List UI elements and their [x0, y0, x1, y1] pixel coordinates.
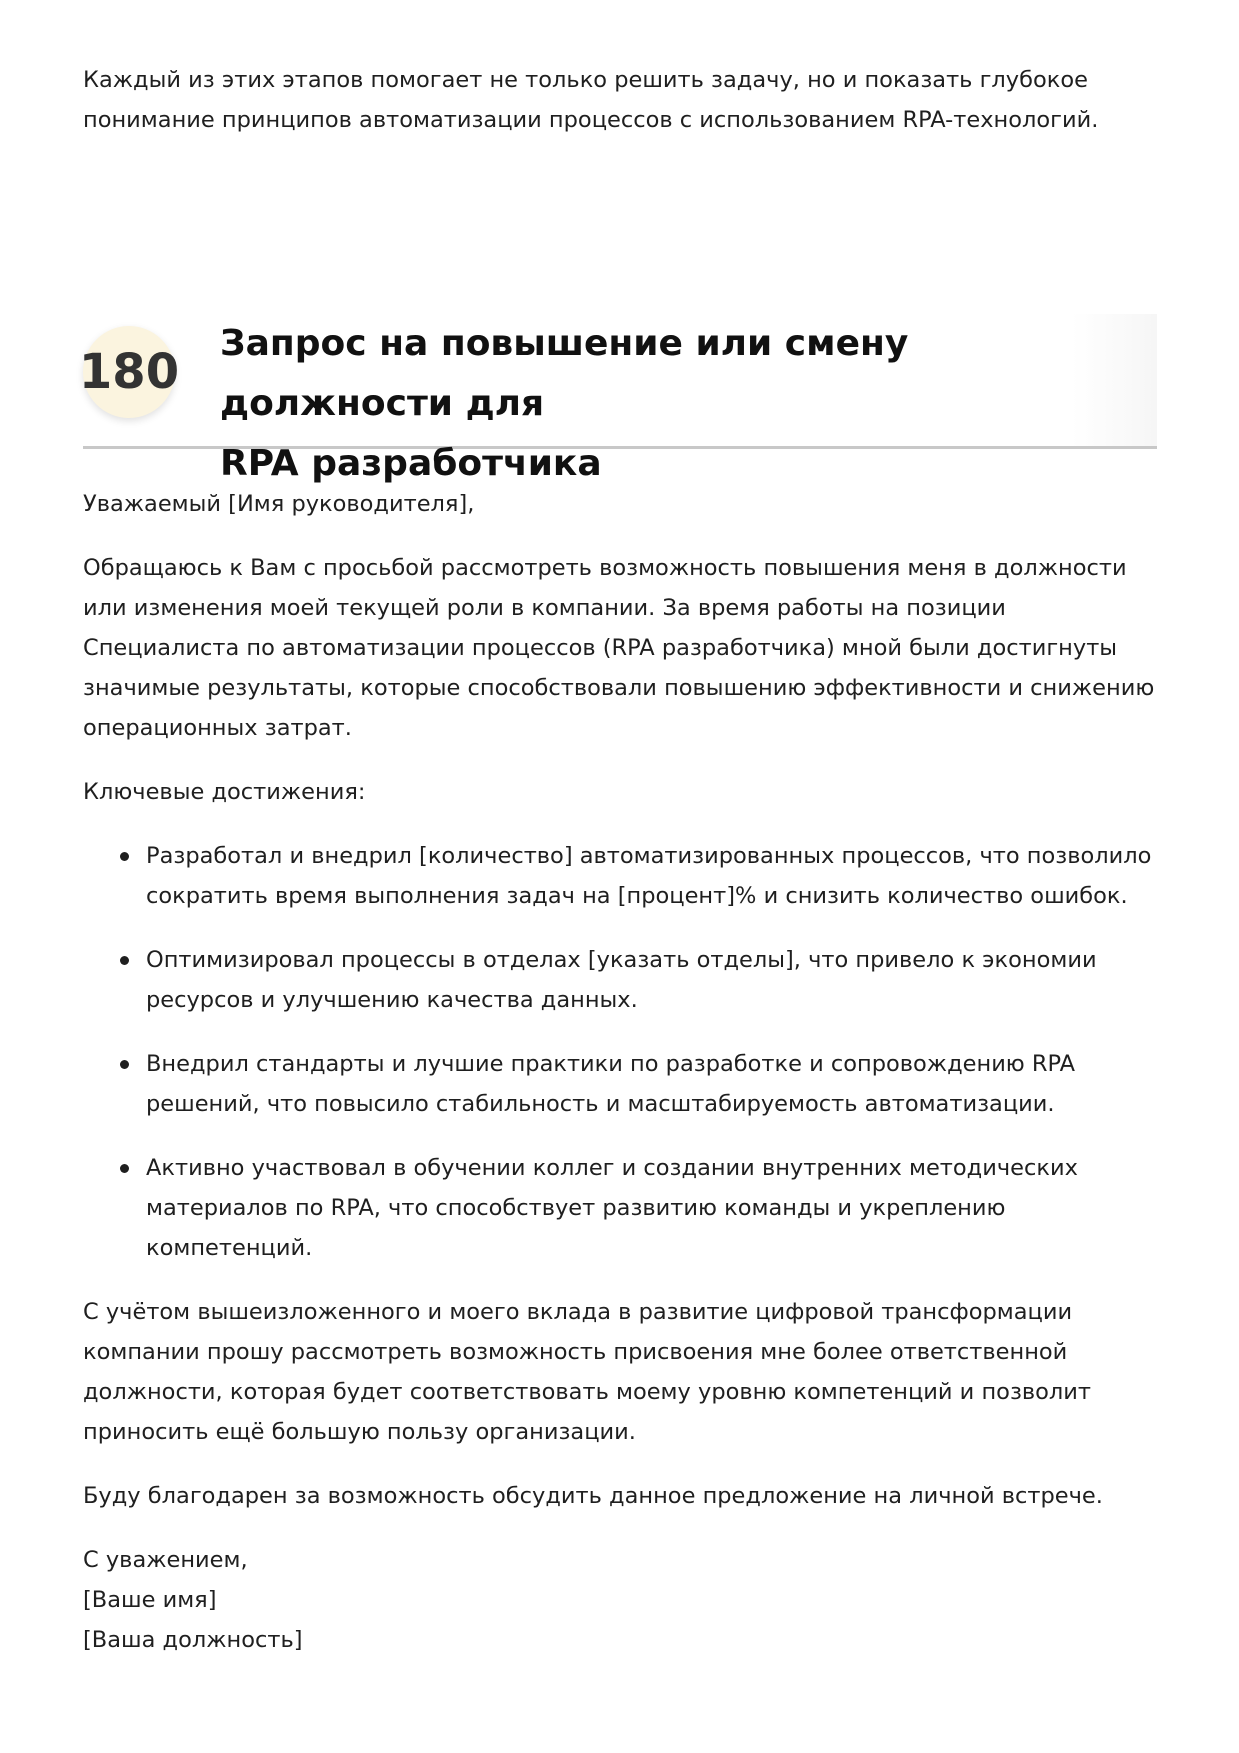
achievements-list [83, 836, 1157, 1268]
bullet-icon [120, 1164, 129, 1173]
intro-line-2: понимание принципов автоматизации процессов с использованием RPA-технологий. [83, 107, 1099, 133]
section-title-line-1: Запрос на повышение или смену должности для [220, 323, 909, 424]
position-placeholder: [Ваша должность] [83, 1627, 303, 1653]
letter-paragraph-1: Обращаюсь к Вам с просьбой рассмотреть возможность повышения меня в должности или изменения моей текущей роли в компании. За время работы на позиции Специалиста по автоматизации процессов (RPA разработчика) мной были достигнуты значимые результаты, которые способствовали повышению эффективности и снижению операционных затрат. [83, 555, 1155, 741]
closing-text: С уважением, [83, 1547, 248, 1573]
section-title [220, 314, 1150, 494]
bullet-icon [120, 956, 129, 965]
section-title-line-2: RPA разработчика [220, 443, 602, 484]
section-number-badge: 180 [83, 326, 175, 418]
letter-paragraph-2: С учётом вышеизложенного и моего вклада в развитие цифровой трансформации компании прошу рассмотреть возможность присвоения мне более ответственной должности, которая будет соответствовать моему уровню компетенций и позволит приносить ещё большую пользу организации. [83, 1299, 1092, 1445]
list-item [83, 1044, 1157, 1124]
section-header [78, 314, 1157, 484]
intro-paragraph [83, 60, 1157, 140]
bullet-icon [120, 1060, 129, 1069]
letter-greeting: Уважаемый [Имя руководителя], [83, 491, 475, 517]
bullet-icon [120, 852, 129, 861]
achievement-text: Активно участвовал в обучении коллег и создании внутренних методических материалов по RPA, что способствует развитию команды и укреплению компетенций. [146, 1155, 1078, 1261]
achievements-heading: Ключевые достижения: [83, 779, 366, 805]
achievement-text: Внедрил стандарты и лучшие практики по разработке и сопровождению RPA решений, что повысило стабильность и масштабируемость автоматизации. [146, 1051, 1076, 1117]
list-item [83, 940, 1157, 1020]
letter-body [83, 484, 1157, 1660]
achievement-text: Оптимизировал процессы в отделах [указать отделы], что привело к экономии ресурсов и улучшению качества данных. [146, 947, 1097, 1013]
name-placeholder: [Ваше имя] [83, 1587, 217, 1613]
list-item [83, 836, 1157, 916]
list-item [83, 1148, 1157, 1268]
intro-line-1: Каждый из этих этапов помогает не только решить задачу, но и показать глубокое [83, 67, 1088, 93]
signature-block [83, 1540, 1157, 1660]
letter-paragraph-3: Буду благодарен за возможность обсудить данное предложение на личной встрече. [83, 1483, 1103, 1509]
achievement-text: Разработал и внедрил [количество] автоматизированных процессов, что позволило сократить время выполнения задач на [процент]% и снизить количество ошибок. [146, 843, 1152, 909]
